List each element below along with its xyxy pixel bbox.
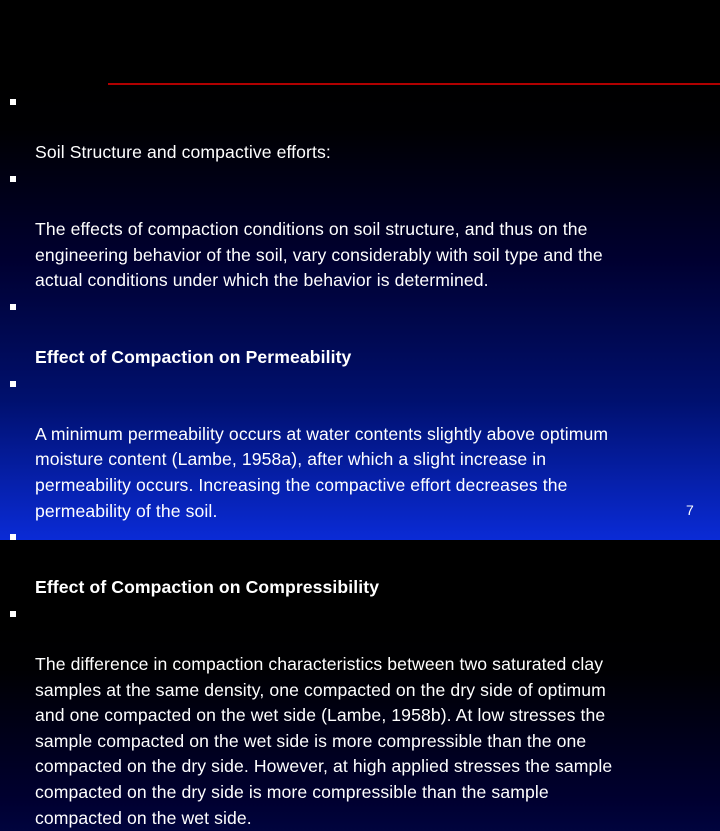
bullet-text: A minimum permeability occurs at water contents slightly above optimum moisture content (Lambe, 1958a), after which a slight increase in permeability occurs. Increasing the compactive effort decreases the permeability of the soil.: [35, 423, 609, 521]
bullet-list: [0, 89, 700, 831]
square-bullet-icon: [10, 534, 16, 540]
square-bullet-icon: [10, 99, 16, 105]
bullet-item-permeability-text: [0, 371, 700, 525]
square-bullet-icon: [10, 304, 16, 310]
bullet-item-permeability-heading: [0, 294, 700, 371]
square-bullet-icon: [10, 381, 16, 387]
bullet-item-structure-effects: [0, 166, 700, 294]
square-bullet-icon: [10, 176, 16, 182]
bullet-text: Soil Structure and compactive efforts:: [35, 142, 331, 163]
bullet-text: The difference in compaction characteristics between two saturated clay samples at the same density, one compacted on the dry side of optimum and one compacted on the wet side (Lambe, 1958b). At low stresses the sample compacted on the wet side is more compressible than the one compacted on the dry side. However, at high applied stresses the sample compacted on the dry side is more compressible than the sample compacted on the wet side.: [35, 654, 613, 828]
bullet-text: The effects of compaction conditions on soil structure, and thus on the engineering behavior of the soil, vary considerably with soil type and the actual conditions under which the behavior is determined.: [35, 218, 603, 291]
bullet-item-compressibility-text: [0, 601, 700, 831]
bullet-item-structure-heading: [0, 89, 700, 166]
square-bullet-icon: [10, 611, 16, 617]
bullet-text: Effect of Compaction on Permeability: [35, 346, 352, 367]
bullet-item-compressibility-heading: [0, 524, 700, 601]
slide-number: 7: [686, 502, 694, 518]
bullet-text: Effect of Compaction on Compressibility: [35, 577, 380, 598]
title-divider-line: [108, 83, 720, 85]
